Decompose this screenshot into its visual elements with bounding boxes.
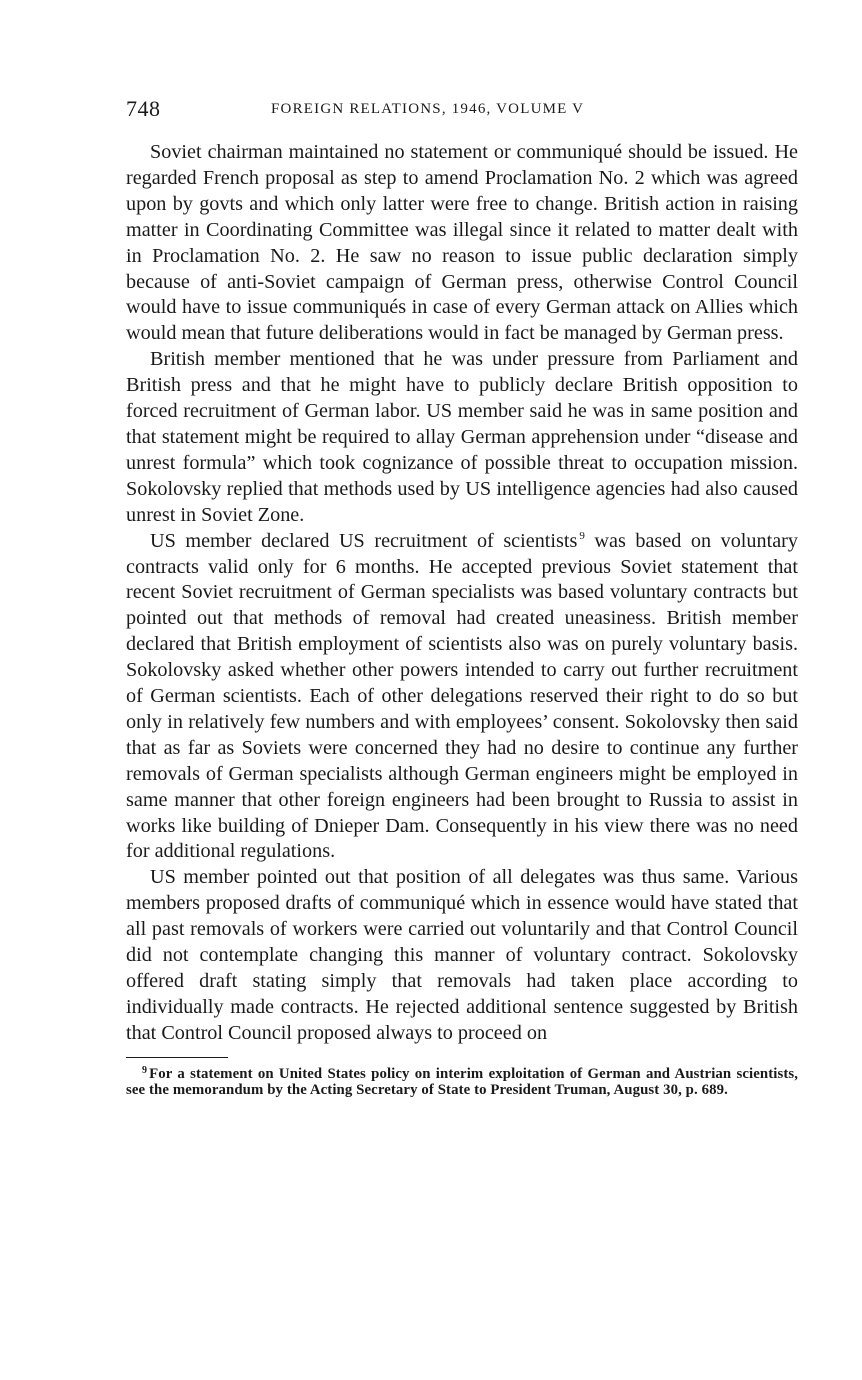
paragraph-2: British member mentioned that he was under pressure from Parliament and British press and that he might have to publicly declare British opposition to forced recruitment of German labor. US member said he was in same position and that statement might be required to allay German apprehension under “disease and unrest formula” which took cognizance of possible threat to occupation mission. Sokolovsky replied that methods used by US intelligence agencies had also caused unrest in Soviet Zone. — [126, 348, 798, 526]
footnote-mark: 9 — [142, 1064, 148, 1076]
page-header — [126, 96, 798, 128]
footnote-reference-9[interactable]: 9 — [579, 529, 585, 542]
paragraph-4: US member pointed out that position of all delegates was thus same. Various members proposed drafts of communiqué which in essence would have stated that all past removals of workers were carried out voluntarily and that Control Council did not contemplate changing this manner of voluntary contract. Sokolovsky offered draft stating simply that removals had taken place according to individually made contracts. He rejected additional sentence suggested by British that Control Council proposed always to proceed on — [126, 866, 798, 1044]
paragraph-3-text-start: US member declared US recruitment of scientists — [150, 529, 578, 552]
paragraph-3-text-end: was based on voluntary contracts valid only for 6 months. He accepted previous Soviet statement that recent Soviet recruitment of German specialists was based voluntary contracts but pointed out that methods of removal had created uneasiness. British member declared that British employment of scientists also was on purely voluntary basis. Sokolovsky asked whether other powers intended to carry out further recruitment of German scientists. Each of other delegations reserved their right to do so but only in relatively few numbers and with employees’ consent. Sokolovsky then said that as far as Soviets were concerned they had no desire to continue any further removals of German specialists although German engineers might be employed in same manner that other foreign engineers had been brought to Russia to assist in works like building of Dnieper Dam. Consequently in his view there was no need for additional regulations. — [126, 529, 798, 863]
paragraph-1: Soviet chairman maintained no statement or communiqué should be issued. He regarded French proposal as step to amend Proclamation No. 2 which was agreed upon by govts and which only latter were free to change. British action in raising matter in Coordinating Committee was illegal since it related to matter dealt with in Proclamation No. 2. He saw no reason to issue public declaration simply because of anti-Soviet campaign of German press, otherwise Control Council would have to issue communiqués in case of every German attack on Allies which would mean that future deliberations would in fact be managed by German press. — [126, 141, 798, 345]
footnote — [126, 1066, 798, 1099]
running-head: FOREIGN RELATIONS, 1946, VOLUME V — [271, 101, 585, 117]
body-text — [126, 140, 798, 1047]
paragraph-3 — [126, 529, 798, 866]
document-page — [126, 96, 798, 1099]
footnote-text: For a statement on United States policy on interim exploitation of German and Austrian scientists, see the memorandum by the Acting Secretary of State to President Truman, August 30, p. 689. — [126, 1065, 798, 1099]
page-number: 748 — [126, 96, 161, 121]
footnote-divider — [126, 1057, 228, 1058]
